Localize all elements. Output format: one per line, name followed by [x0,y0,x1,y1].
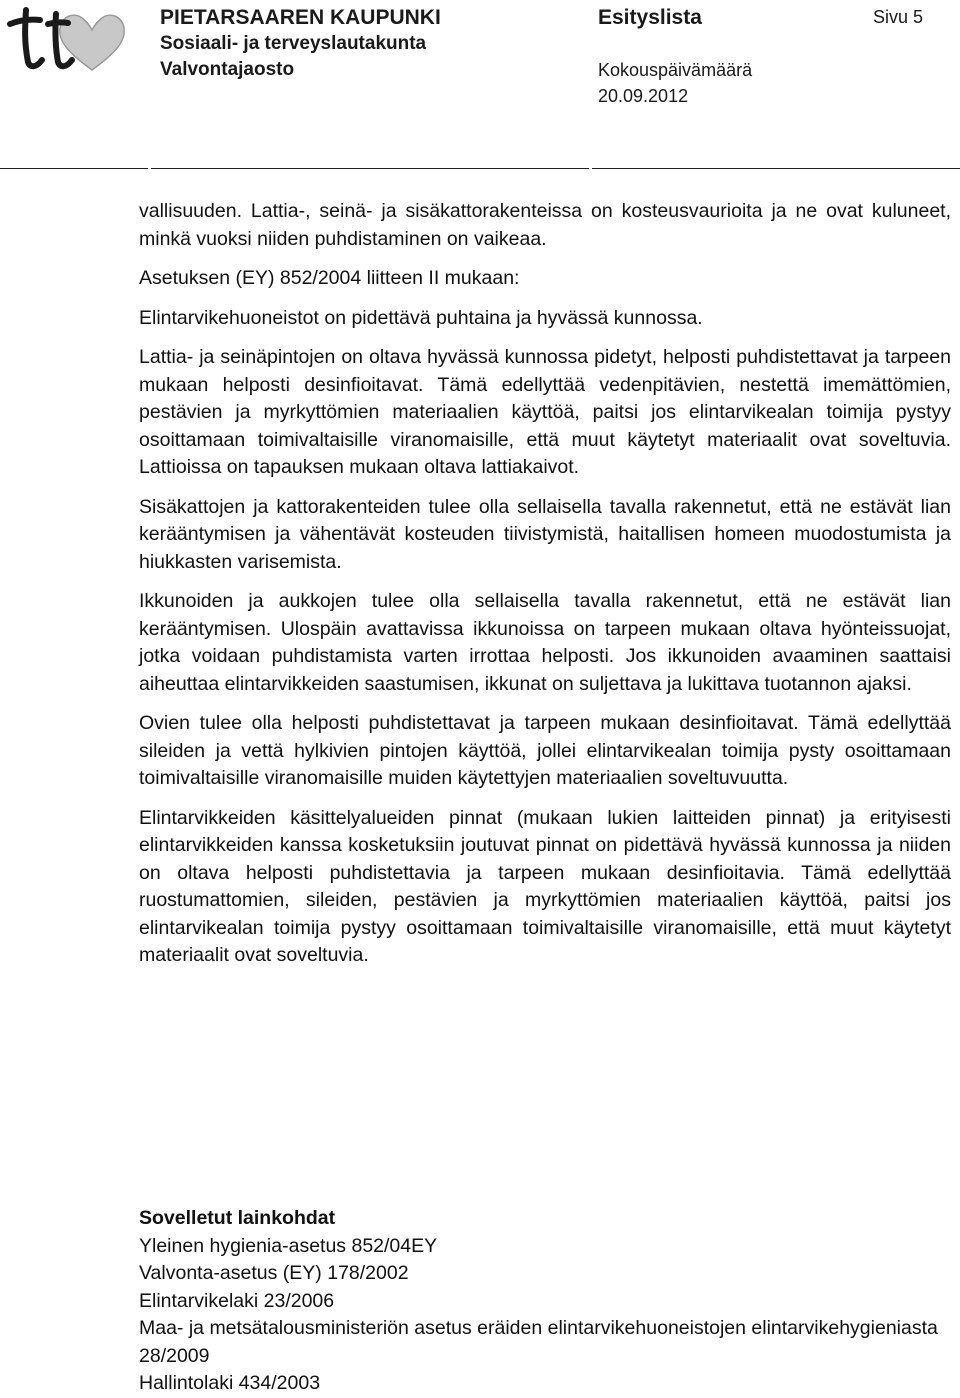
committee-name: Sosiaali- ja terveyslautakunta [160,33,427,54]
header-divider-1 [0,168,148,169]
law-item: Elintarvikelaki 23/2006 [139,1289,335,1312]
law-item: Maa- ja metsätalousministeriön asetus eräiden elintarvikehuoneistojen elintarvikehygieniasta 28/2009 [139,1317,938,1367]
paragraph: Asetuksen (EY) 852/2004 liitteen II mukaan: [139,267,520,289]
city-logo-heart-icon [6,2,136,74]
document-body [139,198,951,970]
law-item: Yleinen hygienia-asetus 852/04EY [139,1234,438,1257]
applied-laws-heading: Sovelletut lainkohdat [139,1207,336,1229]
subcommittee-name: Valvontajaosto [160,59,295,80]
paragraph: Ovien tulee olla helposti puhdistettavat ja tarpeen mukaan desinfioitavat. Tämä edellyttää sileiden ja vettä hylkivien pintojen käyttöä, jollei elintarvikealan toimija pysty osoittamaan toimivaltaisille viranomaisille muiden käytettyjen materiaalien soveltuvuutta. [139,712,951,789]
applied-laws-section [139,1205,951,1398]
paragraph: Sisäkattojen ja kattorakenteiden tulee olla sellaisella tavalla rakennetut, että ne estävät lian kerääntymisen ja vähentävät kosteuden tiivistymistä, haitallisen homeen muodostumista ja hiukkasten varisemista. [139,495,951,573]
paragraph: Elintarvikehuoneistot on pidettävä puhtaina ja hyvässä kunnossa. [139,306,703,329]
paragraph: Ikkunoiden ja aukkojen tulee olla sellaisella tavalla rakennetut, että ne estävät lian kerääntymisen. Ulospäin avattavissa ikkunoissa on tarpeen mukaan oltava hyönteissuojat, jotka voidaan puhdistamista varten irrottaa helposti. Jos ikkunoiden avaaminen saattaisi aiheuttaa elintarvikkeiden saastumisen, ikkunat on suljettava ja lukittava tuotannon ajaksi. [139,590,951,695]
paragraph: vallisuuden. Lattia-, seinä- ja sisäkattorakenteissa on kosteusvaurioita ja ne ovat kuluneet, minkä vuoksi niiden puhdistaminen on vaikeaa. [139,200,951,250]
law-item: Valvonta-asetus (EY) 178/2002 [139,1262,409,1284]
organization-block [160,5,441,83]
law-item: Hallintolaki 434/2003 [139,1372,321,1394]
paragraph: Elintarvikkeiden käsittelyalueiden pinnat (mukaan lukien laitteiden pinnat) ja erityisesti elintarvikkeiden kanssa kosketuksiin joutuvat pinnat on pidettävä hyvässä kunnossa ja niiden on oltava helposti puhdistettavia ja tarpeen mukaan desinfioitavia. Tämä edellyttää ruostumattomien, sileiden, pestävien ja myrkyttömien materiaalien käyttöä, paitsi jos elintarvikealan toimija pystyy osoittamaan toimivaltaisille viranomaisille, että muut käytetyt materiaalit ovat soveltuvia. [139,806,951,966]
header-divider-3 [592,168,960,169]
header-divider-2 [151,168,589,169]
page-number: Sivu 5 [873,7,924,27]
organization-name: PIETARSAAREN KAUPUNKI [160,6,441,29]
document-title: Esityslista [598,6,702,29]
meeting-date: 20.09.2012 [598,86,689,106]
meeting-date-label: Kokouspäivämäärä [598,60,753,80]
document-meta [598,5,752,107]
paragraph: Lattia- ja seinäpintojen on oltava hyvässä kunnossa pidetyt, helposti puhdistettavat ja tarpeen mukaan helposti desinfioitavat. Tämä edellyttää vedenpitävien, nestettä imemättömien, pestävien ja myrkyttömien materiaalien käyttöä, paitsi jos elintarvikealan toimija pystyy osoittamaan toimivaltaisille viranomaisille, että muut käytetyt materiaalit ovat soveltuvia. Lattioissa on tapauksen mukaan oltava lattiakaivot. [139,346,951,478]
